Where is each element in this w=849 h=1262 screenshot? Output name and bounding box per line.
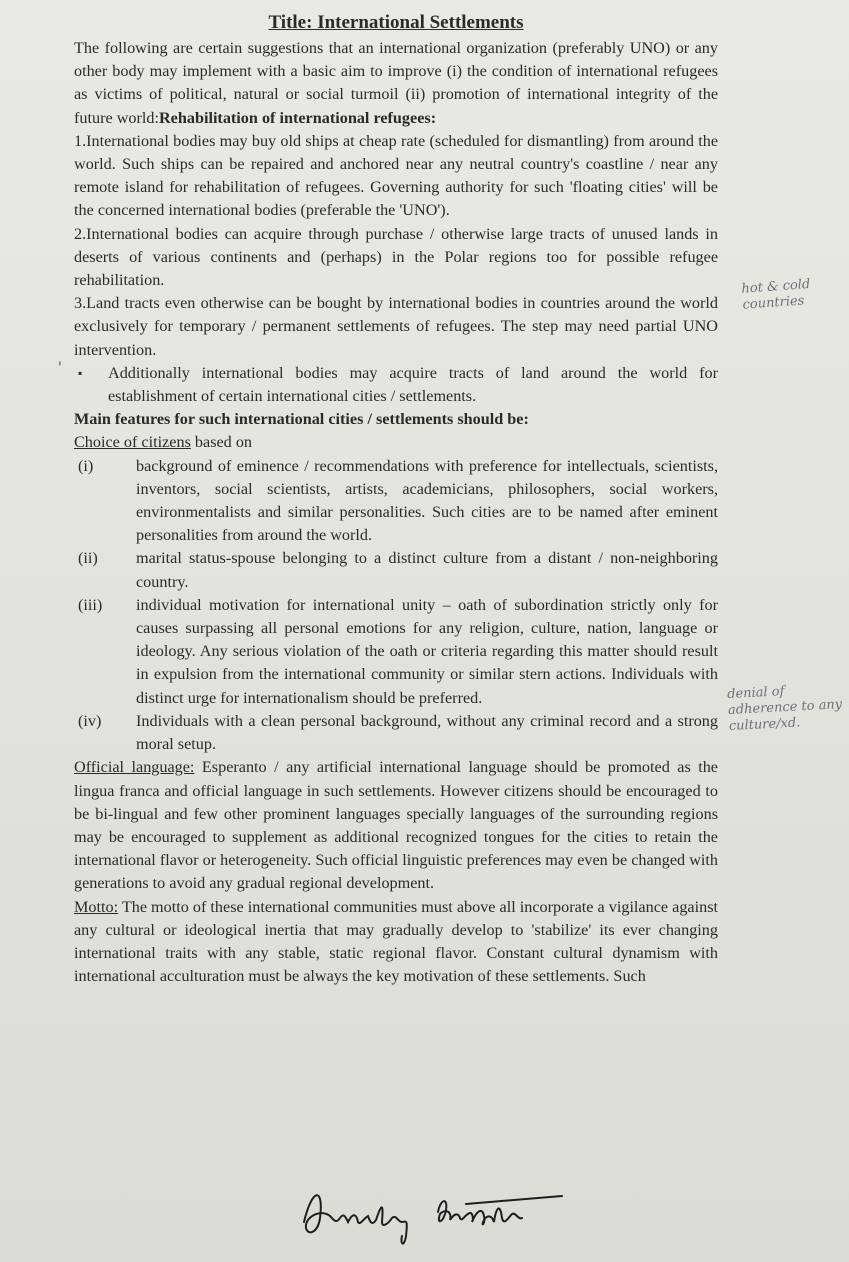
official-text: Esperanto / any artificial international language should be promoted as the lingua franca and official language in such settlements. However citizens should be encouraged to be bi-lingual and few other prominent languages specially languages of the surrounding regions may be encouraged to supplement as additional recognized tongues for the cities to retain the international flavor or heterogeneity. Such official linguistic preferences may even be changed with generations to avoid any gradual regional development. [74,758,718,893]
criteria-text: individual motivation for international unity – oath of subordination strictly only for causes surpassing all personal emotions for any religion, culture, nation, language or ideology. Any serious violation of the oath or criteria regarding this matter should result in expulsion from the international community or similar stern actions. Individuals with distinct urge for internationalism should be preferred. [136,595,718,707]
criteria-text: Individuals with a clean personal background, without any criminal record and a strong moral setup. [136,711,718,754]
motto-paragraph [74,896,718,989]
criteria-number: (iii) [78,595,103,614]
signature [290,1178,580,1258]
choice-rest: based on [190,433,253,452]
criteria-item [74,547,718,593]
criteria-number: (i) [78,456,94,475]
document-body [74,10,718,988]
bullet-icon: ▪ [78,365,83,380]
intro-paragraph [74,37,718,130]
handwritten-note-polar: hot & cold countries [741,276,811,313]
choice-line [74,431,718,454]
criteria-number: (ii) [78,549,98,568]
official-label: Official language: [74,758,195,777]
rehab-item-3: 3.Land tracts even otherwise can be bought by international bodies in countries around the world exclusively for temporary / permanent settlements of refugees. The step may need partial UNO intervention. [74,294,718,359]
criteria-number: (iv) [78,711,102,730]
rehab-heading: Rehabilitation of international refugees: [158,108,437,127]
criteria-text: marital status-spouse belonging to a distinct culture from a distant / non-neighboring country. [136,549,718,591]
document-title: Title: International Settlements [268,12,524,33]
bullet-text: Additionally international bodies may acquire tracts of land around the world for establishment of certain international cities / settlements. [108,363,718,406]
rehab-item-2: 2.International bodies can acquire through purchase / otherwise large tracts of unused lands in deserts of various continents and (perhaps) in the Polar regions too for possible refugee rehabilitation. [74,224,718,290]
intro-text: The following are certain suggestions that an international organization (preferably UNO) or any other body may implement with a basic aim to improve (i) the condition of international refugees as victims of political, natural or social turmoil (ii) promotion of international integrity of the future world: [74,39,718,127]
features-heading: Main features for such international cities / settlements should be: [74,410,529,429]
criteria-item [74,594,718,710]
bullet-item [74,362,718,408]
criteria-text: background of eminence / recommendations with preference for intellectuals, scientists, inventors, social scientists, artists, academicians, philosophers, social workers, environmentalists and similar personalities. Such cities are to be named after eminent personalities from around the world. [136,456,718,545]
choice-label: Choice of citizens [74,433,191,452]
criteria-item [74,455,718,548]
margin-mark: ' [58,360,62,376]
motto-label: Motto: [74,897,119,916]
official-language-paragraph [74,756,718,895]
motto-text: The motto of these international communities must above all incorporate a vigilance against any cultural or ideological inertia that may gradually develop to 'stabilize' its ever changing international traits with any stable, static regional flavor. Constant cultural dynamism with international acculturation must be always the key motivation of these settlements. Such [74,897,718,986]
criteria-item [74,710,718,756]
handwritten-note-culture: denial of adherence to any culture/xd. [726,684,843,735]
rehab-item-1: 1.International bodies may buy old ships at cheap rate (scheduled for dismantling) from around the world. Such ships can be repaired and anchored near any neutral country's coastline / near any remote island for rehabilitation of refugees. Governing authority for such 'floating cities' will be the concerned international bodies (preferable the 'UNO'). [74,131,718,220]
